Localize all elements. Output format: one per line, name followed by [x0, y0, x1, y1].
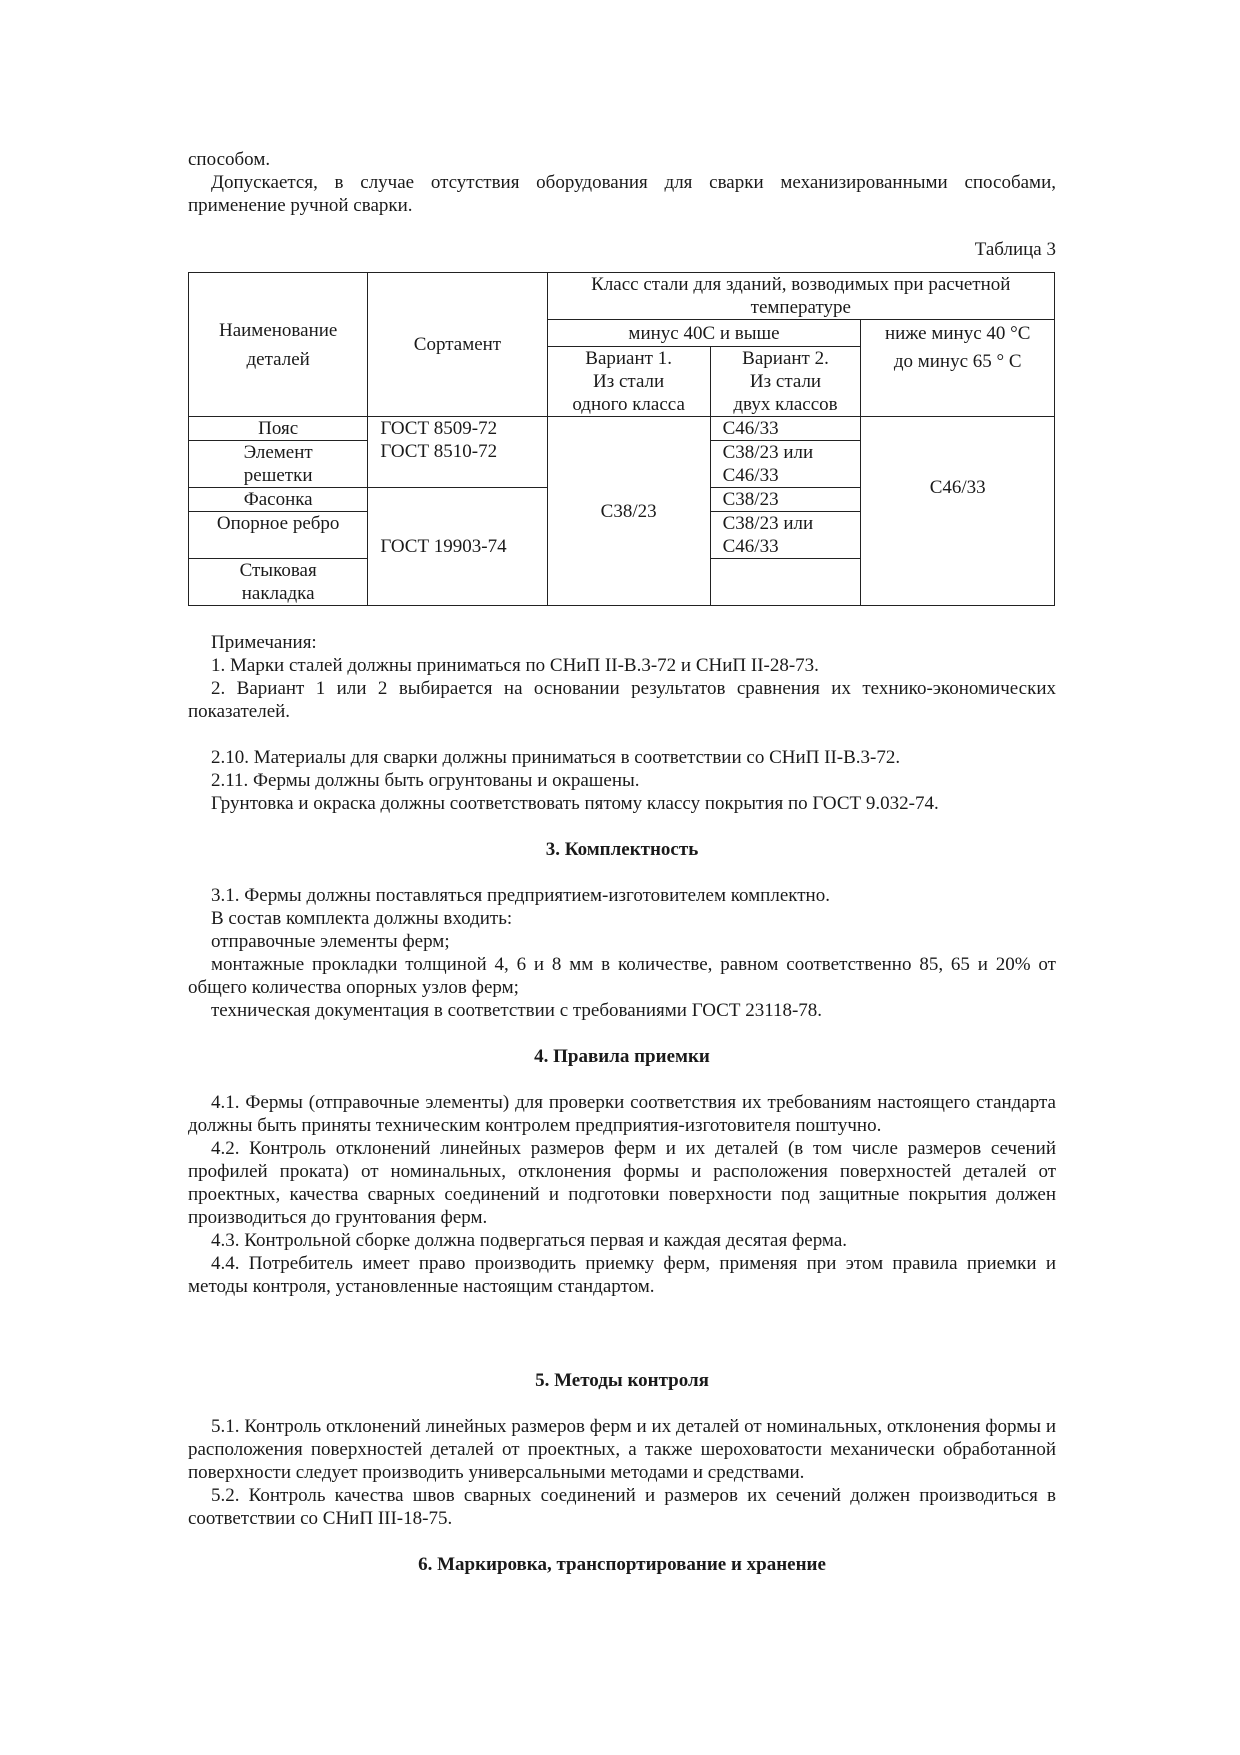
row-variant-2: С46/33 [710, 417, 861, 441]
section-5-paragraph: 5.2. Контроль качества швов сварных соединений и размеров их сечений должен производиться в соответствии со СНиП III-18-75. [188, 1485, 1056, 1529]
note-item: 2. Вариант 1 или 2 выбирается на основании результатов сравнения их технико-экономических показателей. [188, 678, 1056, 722]
header-below-minus40-line2: до минус 65 ° С [893, 351, 1022, 372]
row-variant-2-empty [710, 559, 861, 606]
header-below-minus40 [861, 320, 1055, 417]
row-part-name: Пояс [189, 417, 368, 441]
row-part-name: Стыковая накладка [189, 559, 368, 606]
clause-2-11: 2.11. Фермы должны быть огрунтованы и окрашены. [211, 770, 640, 791]
row-part-name: Элемент решетки [189, 441, 368, 488]
variant-1-value: С38/23 [547, 417, 710, 606]
header-part-name-line1: Наименование [218, 319, 338, 341]
section-4-paragraph: 4.2. Контроль отклонений линейных размеров ферм и их деталей (в том числе размеров сечений профилей проката) от номинальных, отклонения формы и расположения поверхностей деталей от проектных, качества сварных соединений и подготовки поверхности под защитные покрытия должен производиться до грунтования ферм. [188, 1138, 1056, 1228]
sortament-group-1: ГОСТ 8509-72 ГОСТ 8510-72 [368, 417, 547, 488]
row-variant-2: С38/23 [710, 488, 861, 512]
section-3-paragraph: техническая документация в соответствии с требованиями ГОСТ 23118-78. [211, 1000, 823, 1021]
header-variant-2: Вариант 2. Из стали двух классов [710, 347, 861, 417]
notes-title: Примечания: [211, 632, 317, 653]
note-item: 1. Марки сталей должны приниматься по СНиП II-В.3-72 и СНиП II-28-73. [211, 655, 819, 676]
section-4-title: 4. Правила приемки [534, 1046, 710, 1067]
section-3-title: 3. Комплектность [545, 839, 699, 860]
below-minus40-value: С46/33 [861, 417, 1055, 559]
clause-2-10: 2.10. Материалы для сварки должны приниматься в соответствии со СНиП II-В.3-72. [211, 747, 901, 768]
section-4-paragraph: 4.4. Потребитель имеет право производить приемку ферм, применяя при этом правила приемки и методы контроля, установленные настоящим стандартом. [188, 1253, 1056, 1297]
section-3-paragraph: отправочные элементы ферм; [211, 931, 450, 952]
section-4-paragraph: 4.3. Контрольной сборке должна подвергаться первая и каждая десятая ферма. [211, 1230, 848, 1251]
header-minus40: минус 40С и выше [547, 320, 861, 347]
header-steel-class: Класс стали для зданий, возводимых при расчетной температуре [547, 273, 1054, 320]
row-variant-2: С38/23 или С46/33 [710, 512, 861, 559]
sortament-group-2: ГОСТ 19903-74 [368, 488, 547, 606]
header-part-name [189, 273, 368, 417]
row-part-name: Фасонка [189, 488, 368, 512]
section-5-paragraph: 5.1. Контроль отклонений линейных размеров ферм и их деталей от номинальных, отклонения формы и расположения поверхностей деталей от проектных, а также шероховатости механически обработанной поверхности следует производить универсальными методами и средствами. [188, 1416, 1056, 1483]
section-3-paragraph: В состав комплекта должны входить: [211, 908, 513, 929]
header-below-minus40-line1: ниже минус 40 °С [884, 323, 1031, 344]
row-below-minus40-empty [861, 559, 1055, 606]
document-body [188, 148, 1056, 1576]
intro-line: способом. [188, 149, 271, 170]
row-part-name: Опорное ребро [189, 512, 368, 559]
header-part-name-line2: деталей [246, 348, 310, 370]
section-5-title: 5. Методы контроля [535, 1370, 709, 1391]
steel-class-table [188, 272, 1055, 606]
section-4-paragraph: 4.1. Фермы (отправочные элементы) для проверки соответствия их требованиям настоящего стандарта должны быть приняты техническим контролем предприятия-изготовителя поштучно. [188, 1092, 1056, 1136]
header-sortament: Сортамент [368, 273, 547, 417]
section-3-paragraph: монтажные прокладки толщиной 4, 6 и 8 мм в количестве, равном соответственно 85, 65 и 20% от общего количества опорных узлов ферм; [188, 954, 1056, 998]
intro-paragraph: Допускается, в случае отсутствия оборудования для сварки механизированными способами, применение ручной сварки. [188, 172, 1056, 216]
header-variant-1: Вариант 1. Из стали одного класса [547, 347, 710, 417]
section-6-title: 6. Маркировка, транспортирование и хранение [418, 1554, 826, 1575]
row-variant-2: С38/23 или С46/33 [710, 441, 861, 488]
table-caption: Таблица 3 [974, 239, 1056, 260]
clause-2-11-note: Грунтовка и окраска должны соответствовать пятому классу покрытия по ГОСТ 9.032-74. [211, 793, 939, 814]
section-3-paragraph: 3.1. Фермы должны поставляться предприятием-изготовителем комплектно. [211, 885, 830, 906]
